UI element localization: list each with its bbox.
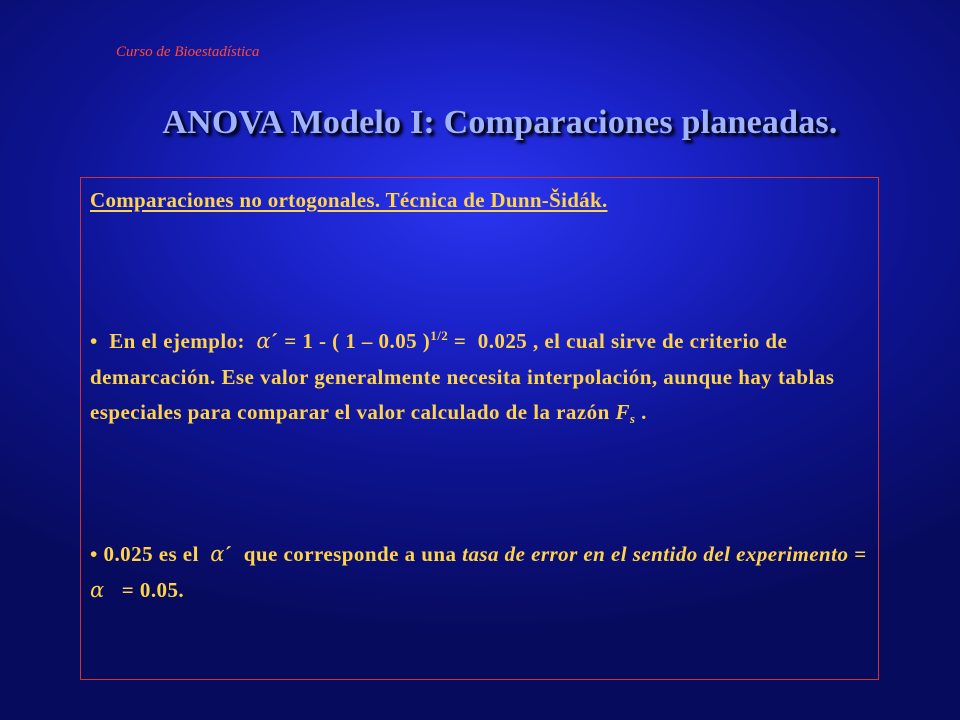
- course-label: Curso de Bioestadística: [116, 44, 260, 60]
- bullet1-equation-b: =: [453, 329, 467, 353]
- bullet2-intro: 0.025 es el: [103, 542, 199, 566]
- bullet1-rest: , el cual sirve de criterio de demarcación. Ese valor generalmente necesita interpolación, aunque hay tablas especiales para comparar el valor calculado de la razón: [90, 329, 835, 424]
- bullet-marker: •: [90, 329, 98, 353]
- F-symbol: F: [615, 400, 630, 424]
- prime-mark: ´: [271, 329, 279, 353]
- bullet1-value: 0.025: [477, 329, 528, 353]
- bullet1-equation-a: = 1 - ( 1 – 0.05 ): [284, 329, 431, 353]
- section-heading: Comparaciones no ortogonales. Técnica de Dunn-Šidák.: [90, 188, 608, 212]
- slide-title: ANOVA Modelo I: Comparaciones planeadas.: [162, 104, 838, 141]
- bullet1-end: .: [641, 400, 647, 424]
- alpha-symbol: α: [256, 329, 272, 353]
- bullet1-intro: En el ejemplo:: [109, 329, 245, 353]
- bullet-paragraph-2: [90, 537, 880, 608]
- F-subscript: s: [629, 411, 636, 426]
- bullet2-mid: que corresponde a una: [243, 542, 457, 566]
- alpha-symbol: α: [210, 542, 225, 566]
- bullet2-italic-phrase: tasa de error en el sentido del experimento: [462, 542, 849, 566]
- bullet-marker: •: [90, 542, 98, 566]
- bullet2-end: = 0.05.: [121, 577, 185, 602]
- exponent: 1/2: [430, 328, 449, 343]
- prime-mark: ´: [224, 542, 233, 566]
- alpha-symbol-2: α: [90, 577, 105, 602]
- bullet2-equals: =: [854, 542, 867, 566]
- bullet-paragraph-1: [90, 324, 880, 431]
